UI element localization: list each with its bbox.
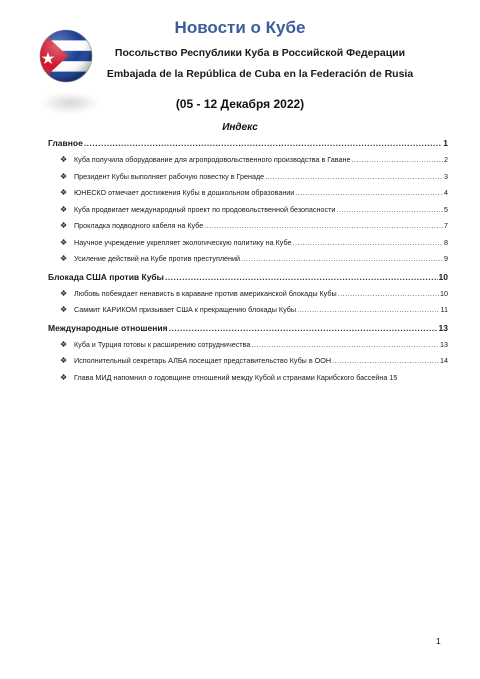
toc-section-blockade[interactable] [48,268,448,286]
toc-item-title: Прокладка подводного кабеля на Кубе [74,221,204,230]
toc-page-number: 8 [444,237,448,247]
dot-leader [338,286,439,303]
toc-page-number: 3 [444,171,448,181]
diamond-bullet-icon: ❖ [60,204,68,214]
dot-leader [169,319,438,337]
toc-section-main[interactable] [48,134,448,152]
toc-section-title: Главное [48,138,83,148]
document-title: Новости о Кубе [174,18,306,37]
toc-item[interactable] [48,373,448,383]
toc-page-number: 4 [444,188,448,197]
toc-item-title: Усиление действий на Кубе против преступлений [74,254,241,263]
diamond-bullet-icon: ❖ [60,237,68,247]
toc-page-number: 5 [444,204,448,214]
toc-item[interactable] [48,218,448,235]
toc-page-number: 11 [440,305,448,314]
toc-item[interactable] [48,353,448,370]
embassy-name-spanish: Embajada de la República de Cuba en la Federación de Rusia [106,68,414,80]
dot-leader [352,152,444,169]
embassy-name-russian: Посольство Республики Куба в Российской Федерации [114,47,406,59]
dot-leader [84,134,442,152]
toc-page-number: 10 [440,288,448,298]
toc-page-number: 9 [444,254,448,263]
dot-leader [204,218,443,235]
dot-leader [251,337,439,354]
toc-item[interactable] [48,302,448,319]
diamond-bullet-icon: ❖ [60,188,68,197]
toc-item-title: Куба получила оборудование для агропродовольственного производства в Гаване [74,155,351,164]
page-number: 1 [436,636,441,646]
toc-item-title: Саммит КАРИКОМ призывает США к прекращению блокады Кубы [74,305,297,314]
toc-page-number: 7 [444,221,448,230]
toc-page-number: 2 [444,155,448,164]
dot-leader [241,251,443,268]
toc-item[interactable] [48,169,448,186]
dot-leader [297,302,440,319]
toc-item-title: Глава МИД напомнил о годовщине отношений между Кубой и странами Карибского бассейна 15 [74,372,398,382]
toc-item[interactable] [48,152,448,169]
toc-item[interactable] [48,286,448,303]
index-heading: Индекс [222,122,258,133]
toc-section-title: Блокада США против Кубы [48,271,164,282]
toc-item-title: Куба продвигает международный проект по продовольственной безопасности [74,204,336,214]
diamond-bullet-icon: ❖ [60,372,68,382]
dot-leader [332,353,439,370]
date-range: (05 - 12 Декабря 2022) [175,97,305,111]
dot-leader [165,268,438,286]
toc-page-number: 13 [440,339,448,349]
dot-leader [295,185,443,202]
diamond-bullet-icon: ❖ [60,305,68,314]
toc-item[interactable] [48,185,448,202]
toc-section-international-relations[interactable] [48,319,448,337]
table-of-contents [48,134,448,383]
toc-item-title: Исполнительный секретарь АЛБА посещает представительство Кубы в ООН [74,356,332,365]
toc-item-title: Куба и Турция готовы к расширению сотрудничества [74,339,251,349]
diamond-bullet-icon: ❖ [60,288,68,298]
toc-page-number: 10 [438,271,448,282]
diamond-bullet-icon: ❖ [60,254,68,263]
toc-page-number: 14 [440,356,448,365]
toc-item[interactable] [48,251,448,268]
toc-item-title: ЮНЕСКО отмечает достижения Кубы в дошкольном образовании [74,188,295,197]
diamond-bullet-icon: ❖ [60,339,68,349]
toc-item-title: Президент Кубы выполняет рабочую повестку в Гренаде [74,171,265,181]
toc-page-number: 13 [438,322,448,333]
diamond-bullet-icon: ❖ [60,155,68,164]
dot-leader [265,169,443,186]
toc-item[interactable] [48,202,448,219]
diamond-bullet-icon: ❖ [60,171,68,181]
toc-section-title: Международные отношения [48,322,168,333]
dot-leader [293,235,444,252]
toc-item-title: Любовь побеждает ненависть в караване против американской блокады Кубы [74,288,337,298]
toc-item[interactable] [48,337,448,354]
diamond-bullet-icon: ❖ [60,356,68,365]
dot-leader [336,202,443,219]
toc-item[interactable] [48,235,448,252]
toc-item-title: Научное учреждение укрепляет экологическую политику на Кубе [74,237,292,247]
toc-page-number: 1 [443,138,448,148]
diamond-bullet-icon: ❖ [60,221,68,230]
